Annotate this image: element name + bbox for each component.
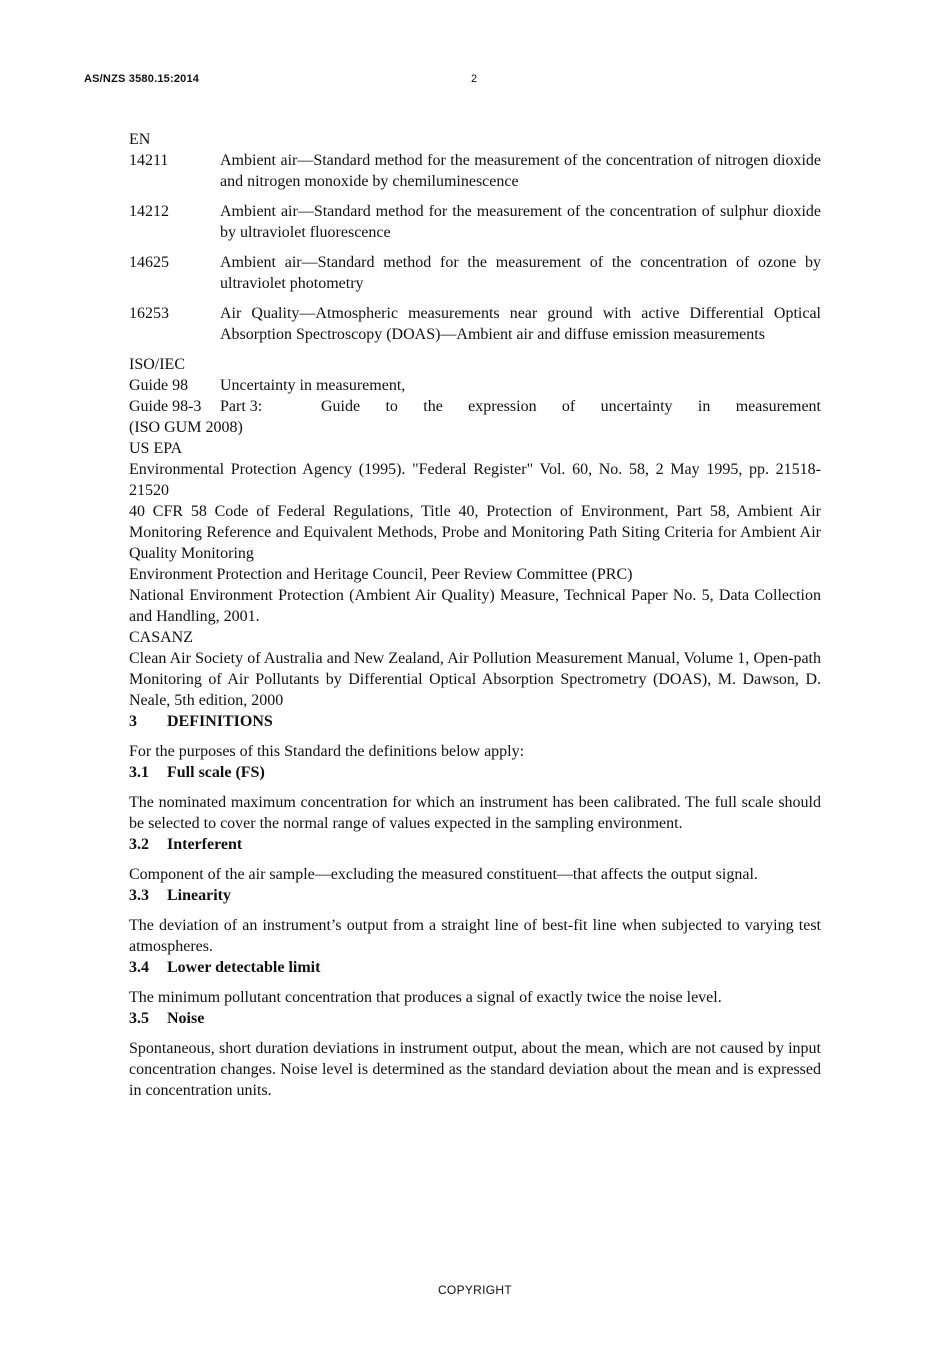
reference-entry-guide98 <box>129 375 821 396</box>
reference-title: Ambient air—Standard method for the measurement of the concentration of ozone by ultraviolet photometry <box>220 254 821 292</box>
definition-term: Lower detectable limit <box>167 959 321 976</box>
reference-code: 16253 <box>129 305 169 322</box>
reference-part: Part 3: <box>220 398 263 415</box>
reference-title: Ambient air—Standard method for the measurement of the concentration of nitrogen dioxide and nitrogen monoxide by chemiluminescence <box>220 152 821 190</box>
reference-code: Guide 98-3 <box>129 398 202 415</box>
page-number: 2 <box>471 73 478 85</box>
section-number: 3 <box>129 713 137 730</box>
reference-title: Ambient air—Standard method for the measurement of the concentration of sulphur dioxide by ultraviolet fluorescence <box>220 203 821 241</box>
reference-entry <box>129 252 821 294</box>
section-intro: For the purposes of this Standard the definitions below apply: <box>129 743 525 760</box>
casanz-reference: Clean Air Society of Australia and New Zealand, Air Pollution Measurement Manual, Volume 1, Open-path Monitoring of Air Pollutants by Differential Optical Absorption Spectrometry (DOAS), M. Dawson, D. Neale, 5th edition, 2000 <box>129 650 821 709</box>
definition-text: Spontaneous, short duration deviations in instrument output, about the mean, which are not caused by input concentration changes. Noise level is determined as the standard deviation about the mean and is expressed in concentration units. <box>129 1040 821 1099</box>
reference-code: 14212 <box>129 203 169 220</box>
reference-entry <box>129 303 821 345</box>
definition-heading <box>129 885 821 906</box>
reference-title: Uncertainty in measurement, <box>220 377 406 394</box>
definition-heading <box>129 834 821 855</box>
definition-text: The deviation of an instrument’s output from a straight line of best-fit line when subjected to varying test atmospheres. <box>129 917 821 955</box>
definition-heading <box>129 957 821 978</box>
definition-term: Interferent <box>167 836 243 853</box>
reference-entry <box>129 150 821 192</box>
ephc-reference: National Environment Protection (Ambient Air Quality) Measure, Technical Paper No. 5, Data Collection and Handling, 2001. <box>129 587 821 625</box>
reference-code: Guide 98 <box>129 377 189 394</box>
definition-number: 3.5 <box>129 1010 149 1027</box>
casanz-label: CASANZ <box>129 629 194 646</box>
definition-number: 3.2 <box>129 836 149 853</box>
reference-code: 14625 <box>129 254 169 271</box>
definition-text: The minimum pollutant concentration that produces a signal of exactly twice the noise level. <box>129 989 722 1006</box>
definition-text: The nominated maximum concentration for which an instrument has been calibrated. The full scale should be selected to cover the normal range of values expected in the sampling environment. <box>129 794 821 832</box>
copyright-footer: COPYRIGHT <box>437 1283 513 1297</box>
usepa-label: US EPA <box>129 440 183 457</box>
definition-number: 3.3 <box>129 887 149 904</box>
section-heading <box>129 711 821 732</box>
definition-heading <box>129 1008 821 1029</box>
ephc-label: Environment Protection and Heritage Council, Peer Review Committee (PRC) <box>129 566 633 583</box>
document-id: AS/NZS 3580.15:2014 <box>84 73 200 85</box>
definition-number: 3.1 <box>129 764 149 781</box>
usepa-reference-1: Environmental Protection Agency (1995). "Federal Register" Vol. 60, No. 58, 2 May 1995, pp. 21518-21520 <box>129 461 821 499</box>
definition-heading <box>129 762 821 783</box>
reference-code: 14211 <box>129 152 169 169</box>
page-content <box>129 129 821 1101</box>
usepa-reference-2: 40 CFR 58 Code of Federal Regulations, Title 40, Protection of Environment, Part 58, Ambient Air Monitoring Reference and Equivalent Methods, Probe and Monitoring Path Siting Criteria for Ambient Air Quality Monitoring <box>129 503 821 562</box>
iso-label: ISO/IEC <box>129 356 185 373</box>
definition-term: Full scale (FS) <box>167 764 265 781</box>
reference-title: Guide to the expression of uncertainty in measurement <box>321 398 821 415</box>
reference-title: Air Quality—Atmospheric measurements near ground with active Differential Optical Absorption Spectroscopy (DOAS)—Ambient air and diffuse emission measurements <box>220 305 821 343</box>
definition-text: Component of the air sample—excluding the measured constituent—that affects the output signal. <box>129 866 758 883</box>
definition-number: 3.4 <box>129 959 149 976</box>
en-label: EN <box>129 131 151 148</box>
definition-term: Noise <box>167 1010 205 1027</box>
reference-title-continued: (ISO GUM 2008) <box>129 419 243 436</box>
section-title: DEFINITIONS <box>167 713 273 730</box>
reference-entry-guide98-3 <box>129 396 821 417</box>
reference-entry <box>129 201 821 243</box>
definition-term: Linearity <box>167 887 231 904</box>
